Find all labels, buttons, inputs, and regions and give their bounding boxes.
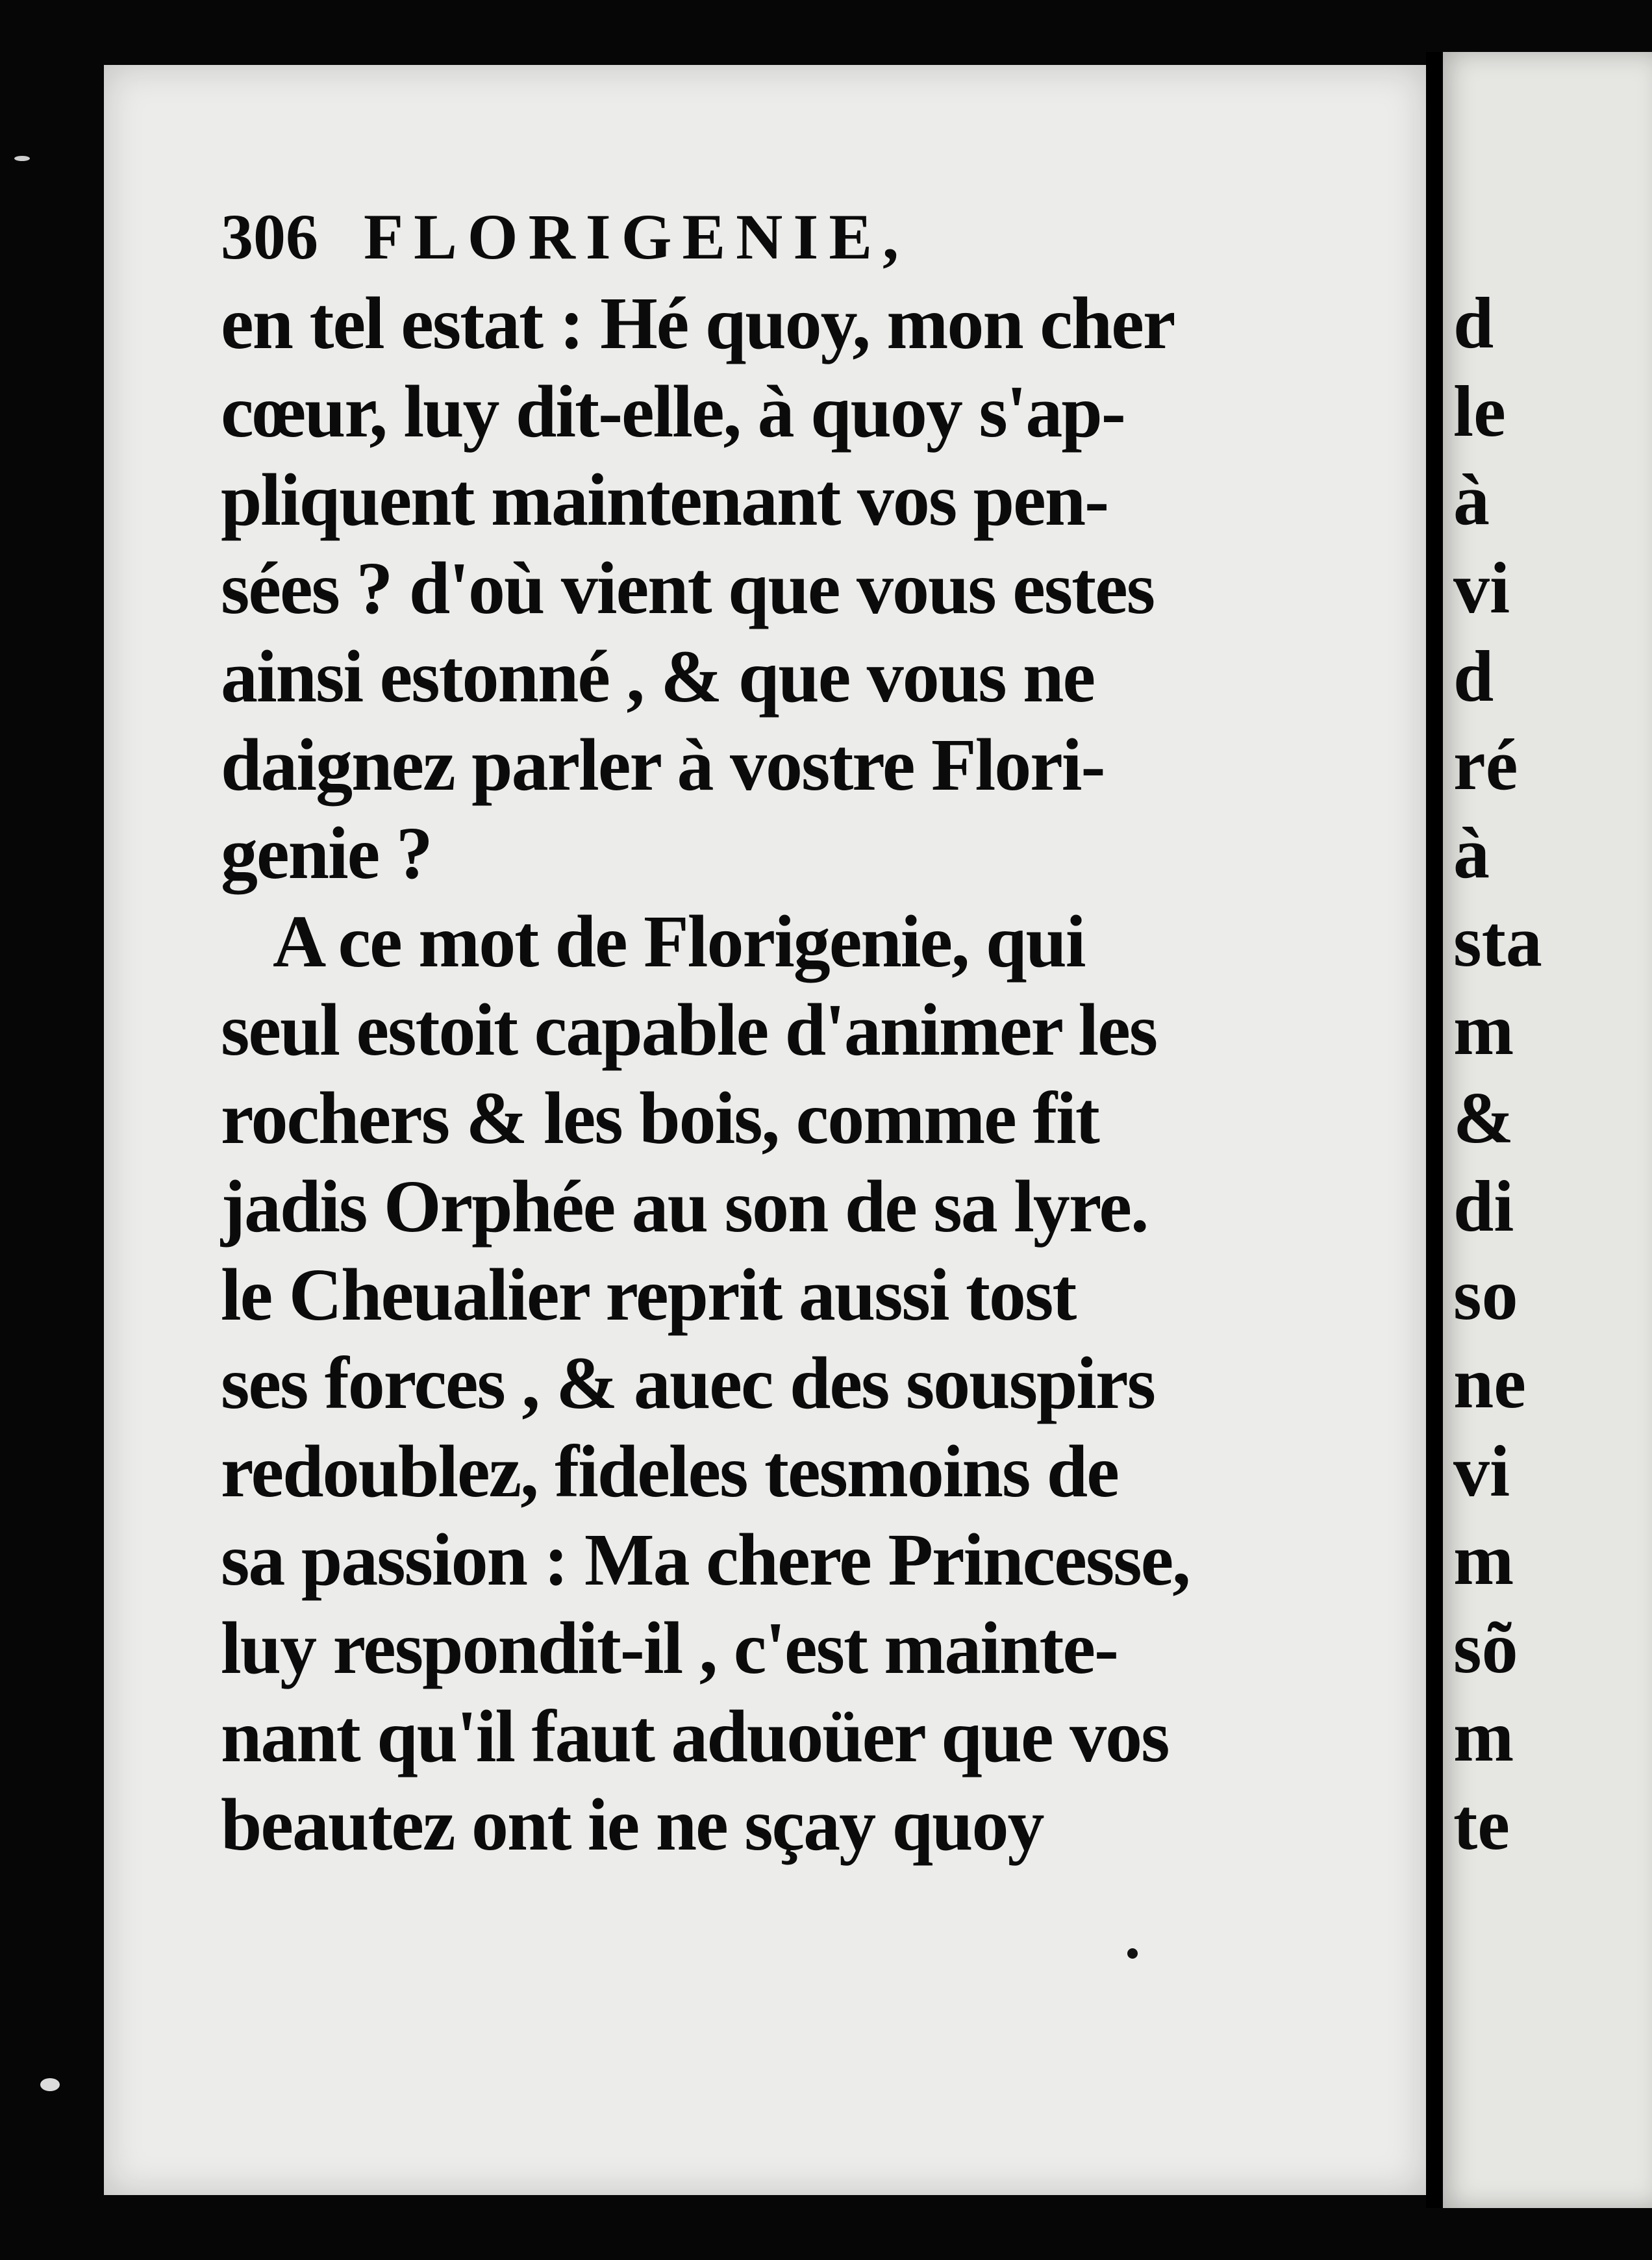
text-line: rochers & les bois, comme fit [221,1077,1099,1159]
ink-speck [1127,1948,1138,1959]
page-number: 306 [221,201,318,273]
right-text-fragment: d [1453,283,1494,364]
text-line: jadis Orphée au son de sa lyre. [221,1165,1148,1248]
right-text-fragment: à [1453,813,1490,894]
left-page-text [221,195,1312,1869]
text-line: nant qu'il faut aduoüer que vos [221,1695,1169,1777]
right-text-fragment: & [1453,1078,1514,1159]
ink-speck [14,156,30,161]
right-text-fragment: sta [1453,901,1542,982]
text-line: beautez ont ie ne sçay quoy [221,1783,1044,1866]
book-gutter [1426,52,1443,2208]
right-text-fragment: di [1453,1166,1514,1247]
right-text-fragment: le [1453,371,1506,452]
text-line: sa passion : Ma chere Princesse, [221,1518,1190,1601]
text-line: le Cheualier reprit aussi tost [221,1253,1076,1336]
ink-speck [40,2078,60,2091]
text-line: en tel estat : Hé quoy, mon cher [221,282,1175,364]
right-text-fragment: d [1453,636,1494,717]
right-text-fragment: m [1453,990,1514,1070]
text-line: sées ? d'où vient que vous estes [221,547,1155,629]
right-text-fragment: à [1453,460,1490,540]
right-text-fragment: vi [1453,548,1510,629]
text-line: ses forces , & auec des souspirs [221,1342,1155,1424]
text-line: pliquent maintenant vos pen- [221,458,1108,541]
paragraph-start-line: A ce mot de Florigenie, qui [273,900,1085,983]
right-text-fragment: vi [1453,1431,1510,1512]
text-line: genie ? [221,812,432,894]
text-line: cœur, luy dit-elle, à quoy s'ap- [221,370,1125,453]
right-page-text [1453,279,1542,1869]
right-text-fragment: te [1453,1785,1510,1865]
text-line: ainsi estonné , & que vous ne [221,635,1095,718]
right-text-fragment: so [1453,1255,1518,1335]
right-text-fragment: m [1453,1696,1514,1777]
text-line: luy respondit-il , c'est mainte- [221,1607,1118,1689]
right-text-fragment: m [1453,1520,1514,1600]
text-line: daignez parler à vostre Flori- [221,723,1105,806]
running-title: FLORIGENIE, [364,201,910,273]
right-text-fragment: ne [1453,1343,1526,1424]
text-line: seul estoit capable d'animer les [221,988,1157,1071]
right-text-fragment: ré [1453,725,1518,805]
right-text-fragment: sõ [1453,1608,1518,1689]
running-head [221,195,1312,279]
text-line: redoublez, fideles tesmoins de [221,1430,1118,1513]
